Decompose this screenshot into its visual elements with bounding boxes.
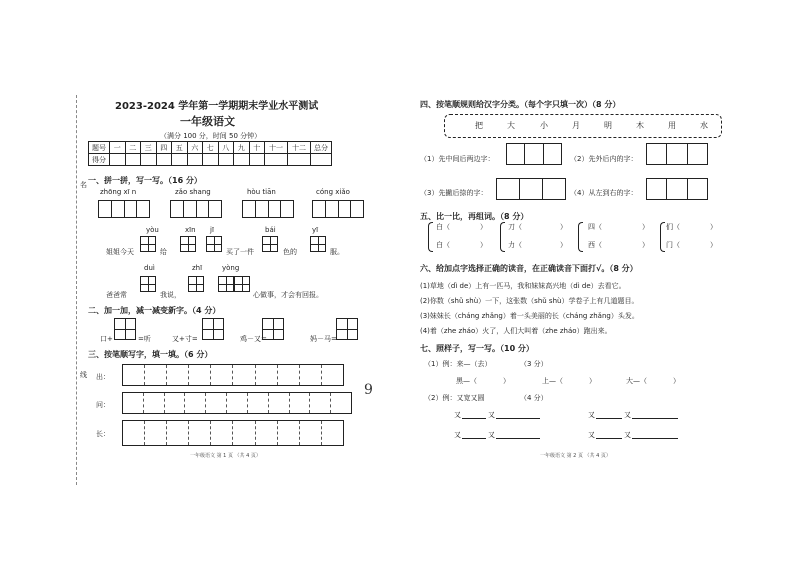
s4-answer-3[interactable] (496, 178, 566, 200)
sentence2-part: 心做事，才会有回报。 (253, 291, 323, 299)
score-cell[interactable] (288, 154, 311, 166)
compare-word: 白（ (436, 223, 450, 231)
compare-word: ） (710, 223, 717, 231)
s4-q4: （4）从左到右的字： (570, 189, 638, 197)
blank-line[interactable] (462, 438, 486, 439)
score-header: 七 (203, 142, 219, 154)
pinyin-1: zhōng xī n (100, 188, 137, 196)
s7-example-2: （2）例：又宽又圆 (424, 394, 485, 402)
compare-row-1 (436, 222, 487, 232)
s2-item: 口+ (100, 335, 113, 343)
page1-footer: 一年级语文 第 1 页 （共 4 页） (190, 453, 261, 459)
char-box[interactable] (206, 236, 222, 252)
s4-answer-2[interactable] (646, 143, 708, 165)
pinyin-3: hòu tiān (247, 188, 276, 196)
bank-char: 水 (700, 121, 708, 130)
margin-label-line: 线 (80, 371, 87, 379)
sentence1-part: 服。 (330, 248, 344, 256)
pinyin-xin: xīn (185, 226, 196, 234)
blank-line[interactable] (596, 418, 622, 419)
compare-word: ） (560, 241, 567, 249)
answer-boxes-2[interactable] (170, 200, 222, 218)
s7-item-text: ） (589, 377, 596, 385)
margin-label-name: 名 (80, 181, 87, 189)
char-box[interactable] (140, 276, 156, 292)
bank-char: 月 (572, 121, 580, 130)
pinyin-yong: yòng (222, 264, 240, 272)
bank-char: 大 (507, 121, 515, 130)
score-row-label: 得分 (89, 154, 110, 166)
score-table (88, 141, 332, 166)
char-box[interactable] (202, 318, 224, 340)
char-box[interactable] (180, 236, 196, 252)
score-header: 题号 (89, 142, 110, 154)
score-header: 总分 (311, 142, 332, 154)
compare-word: ） (710, 241, 717, 249)
score-header: 九 (234, 142, 250, 154)
s3-row-label: 问： (96, 401, 110, 409)
score-header: 五 (172, 142, 188, 154)
section2-heading: 二、加一加，减一减变新字。（4 分） (88, 306, 221, 315)
s7-example-1: （1）例：来—（去） (424, 360, 492, 368)
s4-answer-4[interactable] (646, 178, 708, 200)
score-cell[interactable] (141, 154, 157, 166)
s7-item-text: 上—（ (542, 377, 563, 385)
stroke-order-grid-1[interactable] (122, 364, 344, 386)
score-cell[interactable] (265, 154, 288, 166)
score-header: 十二 (288, 142, 311, 154)
you-char: 又 (588, 431, 595, 439)
pinyin-zhi: zhī (192, 264, 203, 272)
brace (660, 222, 665, 252)
s2-item: 妈－马= (310, 335, 337, 343)
compare-row-1 (508, 222, 567, 232)
stroke-order-grid-2[interactable] (122, 392, 352, 414)
handwritten-mark: 9 (364, 382, 373, 398)
section4-heading: 四、按笔顺规则给汉字分类。（每个字只填一次）（8 分） (420, 100, 621, 109)
compare-word: 四（ (588, 223, 602, 231)
sentence1-part: 姐姐今天 (106, 248, 134, 256)
score-header: 四 (156, 142, 172, 154)
score-cell[interactable] (249, 154, 265, 166)
stroke-order-grid-3[interactable] (122, 420, 344, 446)
pinyin-yi: yī (312, 226, 319, 234)
s2-item: 鸡－又= (240, 335, 267, 343)
score-header: 二 (125, 142, 141, 154)
you-char: 又 (454, 431, 461, 439)
char-box[interactable] (114, 318, 136, 340)
bank-char: 用 (668, 121, 676, 130)
you-char: 又 (624, 431, 631, 439)
char-box[interactable] (188, 276, 204, 292)
bank-char: 木 (636, 121, 644, 130)
blank-line[interactable] (596, 438, 622, 439)
s7-item-text: 黑—（ (456, 377, 477, 385)
s4-q3: （3）先撇后捺的字： (420, 189, 488, 197)
brace (578, 222, 583, 252)
s7-item-text: 大—（ (626, 377, 647, 385)
s6-line: (1)草地（dì de）上有一匹马，我和妹妹高兴地（dì de）去看它。 (420, 282, 626, 290)
sentence1-part: 色的 (283, 248, 297, 256)
compare-word: 刀（ (508, 223, 522, 231)
you-char: 又 (488, 431, 495, 439)
compare-word: 西（ (588, 241, 602, 249)
compare-word: ） (642, 223, 649, 231)
pinyin-ji: jī (210, 226, 214, 234)
exam-title: 2023-2024 学年第一学期期末学业水平测试 (115, 101, 319, 112)
margin-dashed-line (76, 95, 77, 485)
s2-item: =听 (138, 335, 151, 343)
char-box[interactable] (310, 236, 326, 252)
s7-item-text: ） (503, 377, 510, 385)
blank-line[interactable] (496, 438, 540, 439)
score-cell[interactable] (203, 154, 219, 166)
char-box[interactable] (218, 276, 234, 292)
char-box[interactable] (336, 318, 358, 340)
char-box[interactable] (140, 236, 156, 252)
sentence1-part: 买了一件 (226, 248, 254, 256)
compare-row-1 (666, 222, 717, 232)
s7-item-text: ） (673, 377, 680, 385)
score-note: （满分 100 分，时间 50 分钟） (160, 132, 262, 140)
compare-row-2 (436, 240, 487, 250)
bank-char: 明 (604, 121, 612, 130)
compare-row-2 (666, 240, 717, 250)
compare-row-2 (588, 240, 649, 250)
char-box[interactable] (262, 236, 278, 252)
compare-row-1 (588, 222, 649, 232)
blank-line[interactable] (496, 418, 540, 419)
you-char: 又 (454, 411, 461, 419)
score-header: 十 (249, 142, 265, 154)
blank-line[interactable] (632, 438, 678, 439)
bank-char: 把 (475, 121, 483, 130)
score-header: 八 (218, 142, 234, 154)
answer-boxes-1[interactable] (98, 200, 150, 218)
compare-word: 白（ (436, 241, 450, 249)
you-char: 又 (624, 411, 631, 419)
s4-q2: （2）先外后内的字： (570, 155, 638, 163)
s3-row-label: 长： (96, 430, 110, 438)
score-cell[interactable] (218, 154, 234, 166)
s7-example-2-score: （4 分） (520, 394, 548, 402)
pinyin-2: zǎo shang (175, 188, 211, 196)
section1-heading: 一、拼一拼，写一写。（16 分） (88, 176, 202, 185)
blank-line[interactable] (462, 418, 486, 419)
score-header: 三 (141, 142, 157, 154)
s7-item (626, 376, 680, 386)
compare-word: 门（ (666, 241, 680, 249)
pinyin-4: cóng xiǎo (316, 188, 350, 196)
char-bank (444, 114, 722, 138)
s2-item: 又+寸= (172, 335, 198, 343)
s6-line: (4)着（zhe zháo）火了，人们大叫着（zhe zháo）跑出来。 (420, 327, 612, 335)
page2-footer: 一年级语文 第 2 页 （共 4 页） (540, 453, 611, 459)
brace (500, 222, 505, 252)
sentence2-part: 我说， (160, 291, 181, 299)
s7-item (456, 376, 510, 386)
score-cell[interactable] (311, 154, 332, 166)
compare-word: 力（ (508, 241, 522, 249)
score-cell[interactable] (110, 154, 126, 166)
bank-char: 小 (540, 121, 548, 130)
you-char: 又 (488, 411, 495, 419)
sentence2-part: 爸爸常 (106, 291, 127, 299)
compare-word: ） (480, 241, 487, 249)
pinyin-bai: bái (265, 226, 276, 234)
s6-line: (3)妹妹长（cháng zhǎng）着一头美丽的长（cháng zhǎng）头发。 (420, 312, 639, 320)
sentence1-part: 给 (160, 248, 167, 256)
score-header: 十一 (265, 142, 288, 154)
answer-boxes-4[interactable] (312, 200, 364, 218)
pinyin-you: yòu (146, 226, 159, 234)
brace (428, 222, 433, 252)
section5-heading: 五、比一比，再组词。（8 分） (420, 212, 529, 221)
s4-q1: （1）先中间后两边字： (420, 155, 495, 163)
answer-boxes-3[interactable] (242, 200, 294, 218)
s3-row-label: 出： (96, 373, 110, 381)
compare-word: 们（ (666, 223, 680, 231)
compare-word: ） (642, 241, 649, 249)
pinyin-dui: duì (144, 264, 155, 272)
score-cell[interactable] (125, 154, 141, 166)
char-box[interactable] (234, 276, 250, 292)
section3-heading: 三、按笔顺写字，填一填。（6 分） (88, 350, 213, 359)
score-cell[interactable] (234, 154, 250, 166)
s6-line: (2)你数（shǔ shù）一下，这张数（shǔ shù）学卷子上有几道题目。 (420, 297, 639, 305)
compare-row-2 (508, 240, 567, 250)
s4-answer-1[interactable] (506, 143, 562, 165)
score-cell[interactable] (172, 154, 188, 166)
exam-subtitle: 一年级语文 (180, 115, 235, 128)
score-cell[interactable] (156, 154, 172, 166)
compare-word: ） (560, 223, 567, 231)
s7-example-1-score: （3 分） (520, 360, 548, 368)
score-header: 六 (187, 142, 203, 154)
section6-heading: 六、给加点字选择正确的读音，在正确读音下面打√。（8 分） (420, 264, 638, 273)
s7-item (542, 376, 596, 386)
section7-heading: 七、照样子，写一写。（10 分） (420, 344, 534, 353)
compare-word: ） (480, 223, 487, 231)
score-cell[interactable] (187, 154, 203, 166)
score-header: 一 (110, 142, 126, 154)
blank-line[interactable] (632, 418, 678, 419)
you-char: 又 (588, 411, 595, 419)
